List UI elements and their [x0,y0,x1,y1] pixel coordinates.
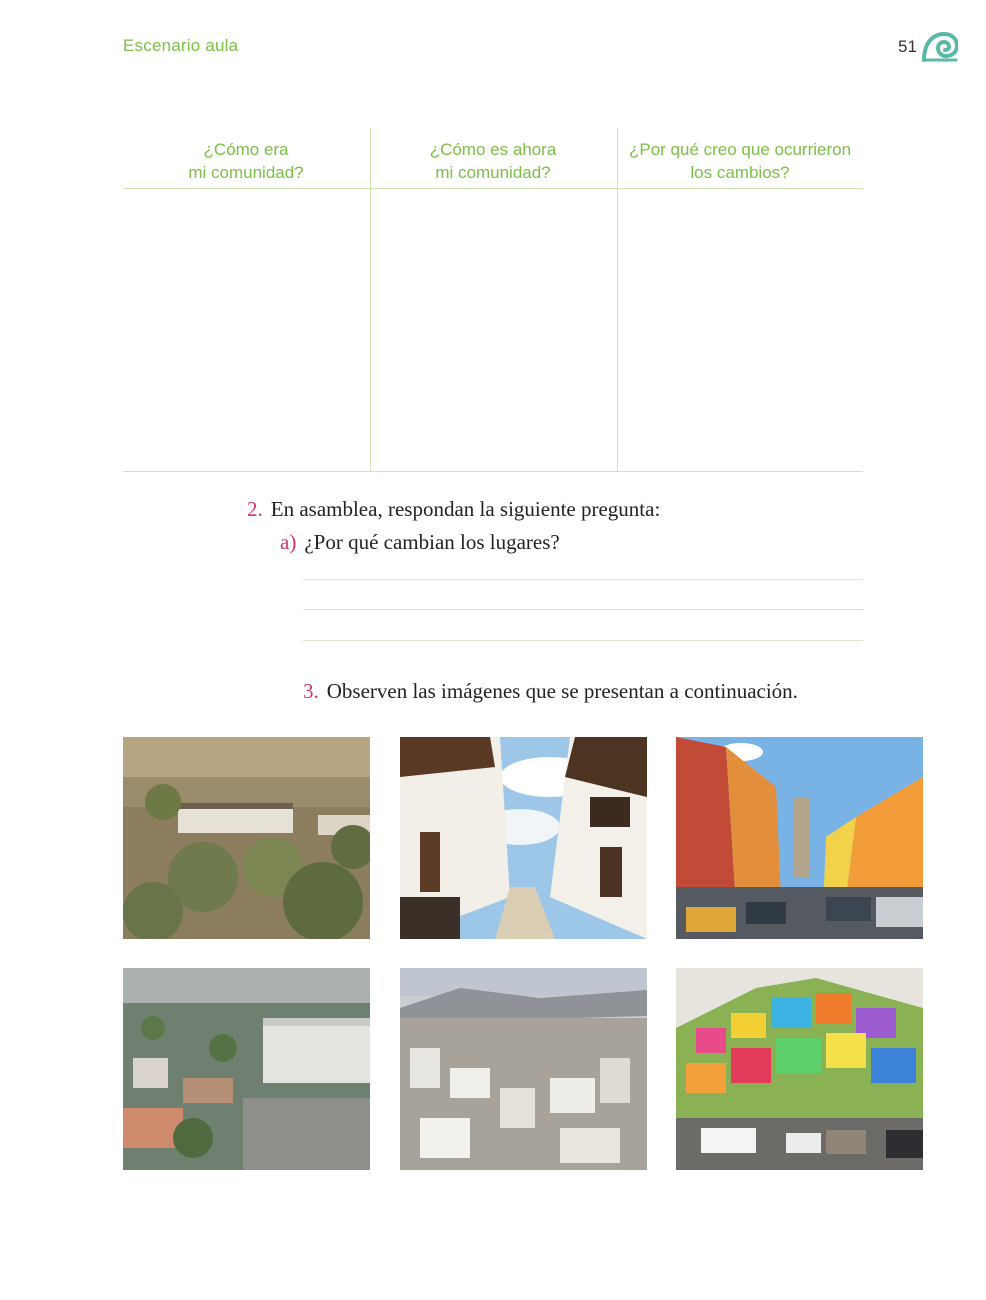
question-2a [280,530,560,555]
column-why[interactable] [617,128,863,472]
answer-line[interactable] [303,640,863,641]
column-header-before: ¿Cómo era mi comunidad? [188,140,304,182]
photo-painted-hillside [676,968,923,1170]
question-text: Observen las imágenes que se presentan a continuación. [326,679,798,703]
answer-line[interactable] [303,609,863,610]
column-before[interactable] [123,128,369,472]
photo-colonial-street [400,737,647,939]
column-now[interactable] [370,128,616,472]
column-divider [370,128,371,472]
answer-line[interactable] [303,579,863,580]
spiral-logo-icon [922,30,958,62]
section-title: Escenario aula [123,36,239,55]
column-divider [617,128,618,472]
photo-city-aerial [123,968,370,1170]
photo-colorful-street-cars [676,737,923,939]
question-number: 2. [247,497,263,521]
column-header-why: ¿Por qué creo que ocurrieron los cambios? [628,140,852,182]
comparison-table [123,128,863,472]
question-number: 3. [303,679,319,703]
page-number: 51 [898,37,917,56]
question-2 [247,497,660,522]
question-text: En asamblea, respondan la siguiente pregunta: [270,497,661,521]
table-bottom-border [123,471,863,472]
question-3 [303,679,798,704]
question-number: a) [280,530,297,554]
header-divider [123,188,863,189]
column-header-now: ¿Cómo es ahora mi comunidad? [429,140,557,182]
photo-rural-village [123,737,370,939]
question-text: ¿Por qué cambian los lugares? [304,530,560,554]
photo-dense-city [400,968,647,1170]
